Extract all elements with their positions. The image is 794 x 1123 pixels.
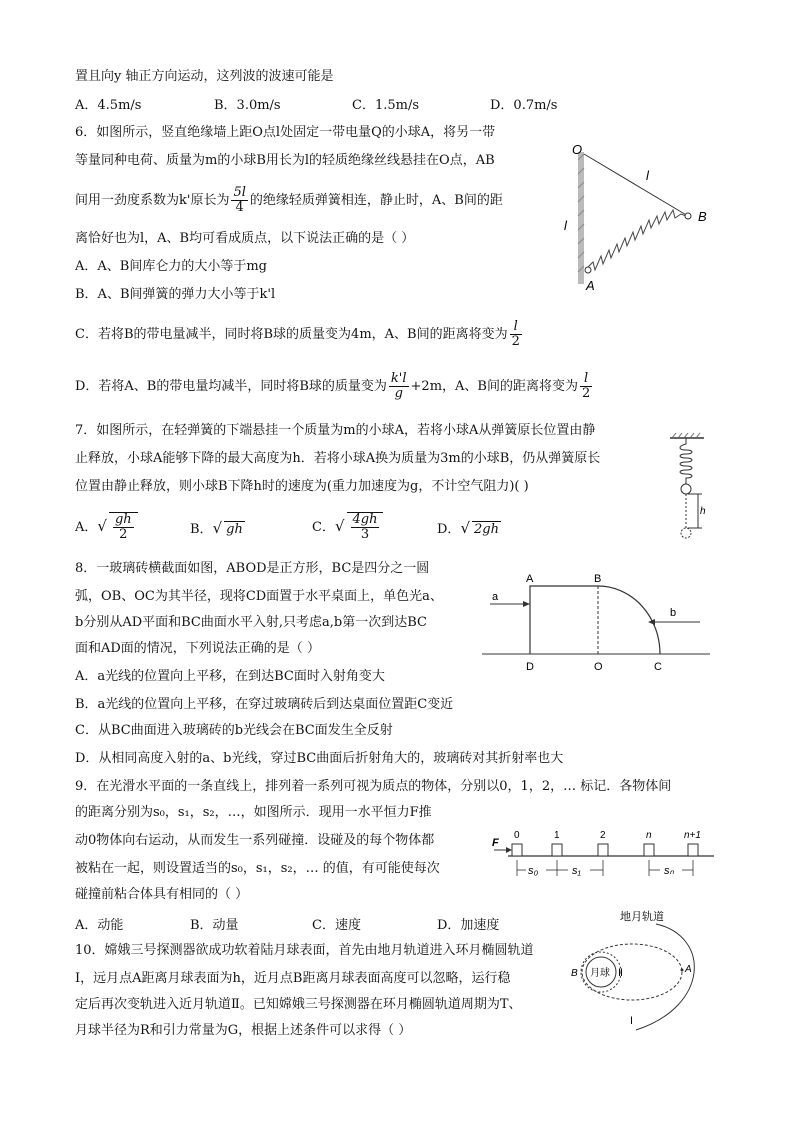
radical-icon: √: [212, 519, 223, 537]
q7-option-a-den: 2: [119, 527, 128, 542]
q8-label-b-ray: b: [670, 607, 677, 619]
q6-option-c-frac: [510, 320, 522, 349]
q9-line4: 被粘在一起，则设置适当的s₀，s₁，s₂，… 的值，有可能使每次: [75, 861, 440, 876]
q6-line3a: 间用一劲度系数为k'原长为: [75, 193, 230, 208]
q9-option-a: A．动能: [75, 918, 124, 933]
q6-label-l-top: l: [646, 168, 649, 183]
q7-line2: 止释放，小球A能够下降的最大高度为h．若将小球A换为质量为3m的小球B，仍从弹簧原长: [75, 451, 601, 466]
q6-line3b: 的绝缘轻质弹簧相连，静止时，A、B间的距: [249, 193, 503, 208]
q10-line4: 月球半径为R和引力常量为G，根据上述条件可以求得（ ）: [75, 1023, 412, 1038]
q7-ball-bottom: [681, 528, 691, 538]
q6-line3: [75, 186, 503, 215]
q6-label-a: A: [586, 278, 595, 293]
q7-option-c: [312, 512, 383, 542]
q9-block-2: [598, 844, 608, 856]
q8-line3: b分别从AD平面和BC曲面水平入射,只考虑a,b第一次到达BC: [75, 615, 427, 630]
q9-label-1: 1: [554, 830, 560, 841]
q7-label-h: h: [700, 506, 706, 517]
q7-option-a-sqrt: [109, 512, 138, 542]
q8-option-c: C．从BC曲面进入玻璃砖的b光线会在BC面发生全反射: [75, 723, 393, 738]
q10-figure: [560, 906, 720, 1036]
q6-option-c: [75, 320, 524, 349]
q6-label-b: B: [698, 209, 707, 224]
q6-line2: 等量同种电荷、质量为m的小球B用长为l的轻质绝缘丝线悬挂在O点，AB: [75, 153, 495, 168]
q6-frac-num: 5l: [233, 185, 246, 200]
q8-label-a-ray: a: [492, 591, 499, 603]
q8-glass-outline: [530, 586, 660, 654]
q6-option-d-den1: g: [394, 386, 403, 401]
q9-option-b: B．动量: [190, 918, 239, 933]
q5-option-a: A．4.5m/s: [75, 98, 142, 113]
q7-option-a-label: A．: [75, 520, 98, 535]
q6-option-d-num1: k'l: [390, 371, 407, 386]
q7-option-b-rad: gh: [226, 522, 243, 537]
q8-label-a-point: A: [526, 573, 534, 585]
q9-label-2: 2: [600, 830, 606, 841]
q8-label-o: O: [594, 661, 603, 673]
q6-option-c-den: 2: [511, 334, 520, 349]
q8-label-d: D: [526, 661, 534, 673]
q9-force-arrow-icon: [506, 847, 512, 853]
q10-label-b: B: [571, 968, 578, 979]
radical-icon: √: [334, 517, 345, 535]
q7-option-a: [75, 512, 138, 542]
q9-label-s0: s₀: [528, 865, 539, 877]
q8-label-b-point: B: [594, 573, 602, 585]
q9-figure: [490, 826, 716, 882]
q6-label-l-left: l: [564, 218, 567, 233]
q6-ball-a: [585, 267, 591, 273]
q10-line3: 定后再次变轨进入近月轨道Ⅱ。已知嫦娥三号探测器在环月椭圆轨道周期为T、: [75, 997, 522, 1012]
q9-option-d: D．加速度: [437, 918, 500, 933]
q6-label-o: O: [572, 142, 583, 157]
q7-option-a-frac: [113, 513, 134, 542]
q9-block-1: [552, 844, 562, 856]
q7-line3: 位置由静止释放，则小球B下降h时的速度为(重力加速度为g，不计空气阻力)( ): [75, 479, 529, 494]
q7-option-c-den: 3: [360, 527, 370, 542]
q8-line2: 弧，OB、OC为其半径，现将CD面置于水平桌面上，单色光a、: [75, 589, 443, 604]
q7-line1: 7．如图所示，在轻弹簧的下端悬挂一个质量为m的小球A，若将小球A从弹簧原长位置由静: [75, 423, 596, 438]
q6-option-d-num2: l: [580, 372, 592, 387]
q9-label-f: F: [492, 837, 499, 849]
q7-option-c-frac: [351, 513, 380, 542]
q7-option-d: [437, 518, 501, 537]
q10-label-moon: 月球: [590, 968, 610, 979]
q9-block-0: [512, 844, 522, 856]
q7-figure: [664, 432, 714, 542]
q6-option-b: B．A、B间弹簧的弹力大小等于k'l: [75, 287, 276, 302]
q7-spring: [680, 438, 692, 484]
q9-option-c: C．速度: [312, 918, 361, 933]
q6-option-c-text: C．若将B的带电量减半，同时将B球的质量变为4m，A、B间的距离将变为: [75, 327, 508, 342]
q6-option-d-frac2: [580, 372, 592, 401]
q7-option-d-rad: 2gh: [474, 522, 499, 537]
q8-option-d: D．从相同高度入射的a、b光线，穿过BC曲面后折射角大的，玻璃砖对其折射率也大: [75, 751, 564, 766]
q10-label-a: A: [685, 964, 692, 975]
radical-icon: √: [97, 517, 107, 535]
q9-block-n: [644, 844, 654, 856]
q6-thread: [584, 154, 688, 216]
q8-line4: 面和AD面的情况，下列说法正确的是（ ）: [75, 641, 320, 656]
q10-point-a: [681, 969, 684, 972]
q5-tail-text: 置且向y 轴正方向运动，这列波的波速可能是: [75, 69, 334, 84]
q7-option-c-label: C．: [312, 520, 335, 535]
q7-option-a-num: gh: [114, 512, 132, 527]
q7-option-c-sqrt: [347, 512, 384, 542]
q6-ball-b: [685, 213, 691, 219]
q6-option-c-num: l: [510, 320, 522, 335]
q7-option-b: [190, 518, 245, 537]
q6-figure: [560, 140, 720, 295]
q7-option-c-num: 4gh: [352, 512, 378, 527]
q5-option-d: D．0.7m/s: [490, 98, 558, 113]
q7-option-d-label: D．: [437, 522, 461, 537]
q9-line2: 的距离分别为s₀，s₁，s₂，…，如图所示．现用一水平恒力F推: [75, 805, 432, 820]
q6-option-d-text2: +2m，A、B间的距离将变为: [410, 379, 578, 394]
q9-line1: 9．在光滑水平面的一条直线上，排列着一系列可视为质点的物体，分别以0，1，2，… 标记．各物体间: [75, 779, 672, 794]
q6-fraction: [231, 186, 247, 215]
q6-option-d-text1: D．若将A、B的带电量均减半，同时将B球的质量变为: [75, 379, 387, 394]
q6-option-d: [75, 372, 594, 401]
q6-line1: 6．如图所示，竖直绝缘墙上距O点l处固定一带电量Q的小球A，将另一带: [75, 125, 496, 140]
q10-earth-moon-orbit: [636, 924, 694, 1030]
q6-frac-den: 4: [235, 200, 244, 215]
q5-option-c: C．1.5m/s: [352, 98, 419, 113]
q9-line3: 动0物体向右运动，从而发生一系列碰撞．设碰及的每个物体都: [75, 833, 435, 848]
q6-line4: 离恰好也为l，A、B均可看成质点，以下说法正确的是（ ）: [75, 231, 415, 246]
q9-block-n1: [688, 844, 698, 856]
q9-label-n: n: [646, 830, 652, 841]
q6-spring: [587, 210, 686, 270]
q7-option-b-label: B．: [190, 522, 213, 537]
q10-line2: Ⅰ，远月点A距离月球表面为h，近月点B距离月球表面高度可以忽略，运行稳: [75, 971, 511, 986]
q10-label-ii: Ⅱ: [618, 968, 623, 979]
q7-ball-top: [681, 484, 691, 494]
q6-option-d-frac1: [389, 372, 409, 401]
q9-line5: 碰撞前粘合体具有相同的（ ）: [75, 887, 249, 902]
q8-label-c: C: [654, 661, 662, 673]
q10-line1: 10．嫦娥三号探测器欲成功软着陆月球表面，首先由地月轨道进入环月椭圆轨道: [75, 943, 534, 958]
q10-label-i: Ⅰ: [630, 1016, 633, 1027]
q9-label-n1: n+1: [684, 830, 701, 841]
q8-option-a: A．a光线的位置向上平移，在到达BC面时入射角变大: [75, 669, 385, 684]
q8-line1: 8．一玻璃砖横截面如图，ABOD是正方形，BC是四分之一圆: [75, 561, 430, 576]
q9-label-s1: s₁: [572, 865, 581, 877]
q9-label-0: 0: [514, 830, 520, 841]
q9-label-sn: sₙ: [664, 865, 674, 877]
q10-label-title: 地月轨道: [620, 911, 664, 923]
q5-option-b: B．3.0m/s: [214, 98, 281, 113]
q6-wall: [578, 152, 584, 284]
q8-option-b: B．a光线的位置向上平移，在穿过玻璃砖后到达桌面位置距C变近: [75, 697, 454, 712]
radical-icon: √: [460, 519, 470, 537]
q8-figure: [480, 572, 712, 676]
q6-option-d-den2: 2: [581, 386, 591, 401]
q8-ray-a-arrow-icon: [523, 601, 530, 607]
q6-option-a: A．A、B间库仑力的大小等于mg: [75, 259, 267, 274]
